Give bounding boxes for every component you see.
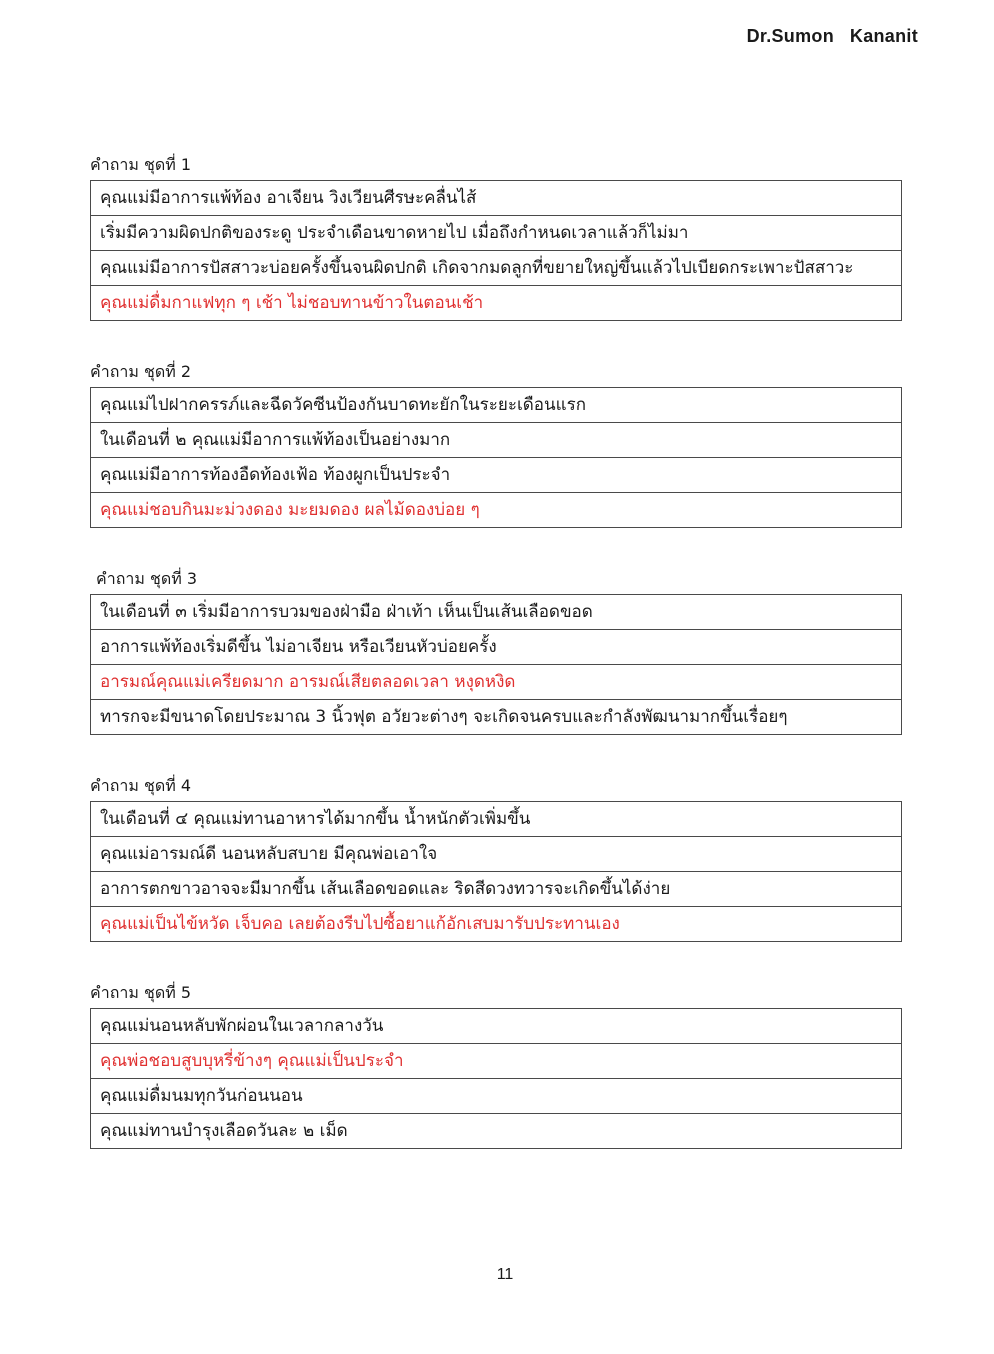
- set-title: คำถาม ชุดที่ 4: [90, 776, 192, 795]
- question-set-1: [90, 153, 902, 321]
- answer-row: คุณแม่มีอาการปัสสาวะบ่อยครั้งขึ้นจนผิดปกติ เกิดจากมดลูกที่ขยายใหญ่ขึ้นแล้วไปเบียดกระเพาะปัสสาวะ: [91, 250, 901, 285]
- answer-row: คุณแม่นอนหลับพักผ่อนในเวลากลางวัน: [100, 1016, 384, 1036]
- answer-table: [90, 1008, 902, 1149]
- question-set-3: [90, 567, 902, 735]
- question-set-5: [90, 981, 902, 1149]
- set-title: คำถาม ชุดที่ 1: [90, 155, 192, 174]
- answer-row: คุณแม่มีอาการแพ้ท้อง อาเจียน วิงเวียนศีรษะคลื่นไส้: [100, 188, 477, 208]
- answer-row: คุณแม่ทานบำรุงเลือดวันละ ๒ เม็ด: [91, 1113, 901, 1148]
- answer-row: อาการตกขาวอาจจะมีมากขึ้น เส้นเลือดขอดและ ริดสีดวงทวารจะเกิดขึ้นได้ง่าย: [91, 871, 901, 906]
- answer-row: อาการแพ้ท้องเริ่มดีขึ้น ไม่อาเจียน หรือเวียนหัวบ่อยครั้ง: [91, 629, 901, 664]
- answer-row: ในเดือนที่ ๒ คุณแม่มีอาการแพ้ท้องเป็นอย่างมาก: [91, 422, 901, 457]
- set-title: คำถาม ชุดที่ 5: [90, 983, 192, 1002]
- answer-table: [90, 594, 902, 735]
- answer-row: คุณแม่ดื่มนมทุกวันก่อนนอน: [91, 1078, 901, 1113]
- answer-row: คุณแม่อารมณ์ดี นอนหลับสบาย มีคุณพ่อเอาใจ: [91, 836, 901, 871]
- page-number: 11: [496, 1266, 514, 1283]
- answer-row-highlighted: คุณแม่ชอบกินมะม่วงดอง มะยมดอง ผลไม้ดองบ่อย ๆ: [91, 492, 901, 527]
- answer-row: ทารกจะมีขนาดโดยประมาณ 3 นิ้วฟุต อวัยวะต่างๆ จะเกิดจนครบและกำลังพัฒนามากขึ้นเรื่อยๆ: [91, 699, 901, 734]
- set-title: คำถาม ชุดที่ 2: [90, 362, 192, 381]
- answer-row: คุณแม่มีอาการท้องอืดท้องเฟ้อ ท้องผูกเป็นประจำ: [91, 457, 901, 492]
- answer-row-highlighted: คุณพ่อชอบสูบบุหรี่ข้างๆ คุณแม่เป็นประจำ: [91, 1043, 901, 1078]
- answer-row: ในเดือนที่ ๔ คุณแม่ทานอาหารได้มากขึ้น น้ำหนักตัวเพิ่มขึ้น: [100, 809, 531, 829]
- answer-row-highlighted: คุณแม่ดื่มกาแฟทุก ๆ เช้า ไม่ชอบทานข้าวในตอนเช้า: [91, 285, 901, 320]
- answer-table: [90, 801, 902, 942]
- answer-row-highlighted: คุณแม่เป็นไข้หวัด เจ็บคอ เลยต้องรีบไปซื้อยาแก้อักเสบมารับประทานเอง: [91, 906, 901, 941]
- answer-table: [90, 387, 902, 528]
- set-title: คำถาม ชุดที่ 3: [96, 569, 198, 588]
- answer-row: คุณแม่ไปฝากครรภ์และฉีดวัคซีนป้องกันบาดทะยักในระยะเดือนแรก: [100, 395, 587, 415]
- question-set-4: [90, 774, 902, 942]
- answer-row-highlighted: อารมณ์คุณแม่เครียดมาก อารมณ์เสียตลอดเวลา หงุดหงิด: [91, 664, 901, 699]
- answer-row: เริ่มมีความผิดปกติของระดู ประจำเดือนขาดหายไป เมื่อถึงกำหนดเวลาแล้วก็ไม่มา: [91, 215, 901, 250]
- answer-table: [90, 180, 902, 321]
- question-set-2: [90, 360, 902, 528]
- author-header: Dr.Sumon Kananit: [746, 26, 918, 46]
- answer-row: ในเดือนที่ ๓ เริ่มมีอาการบวมของฝ่ามือ ฝ่าเท้า เห็นเป็นเส้นเลือดขอด: [100, 602, 593, 622]
